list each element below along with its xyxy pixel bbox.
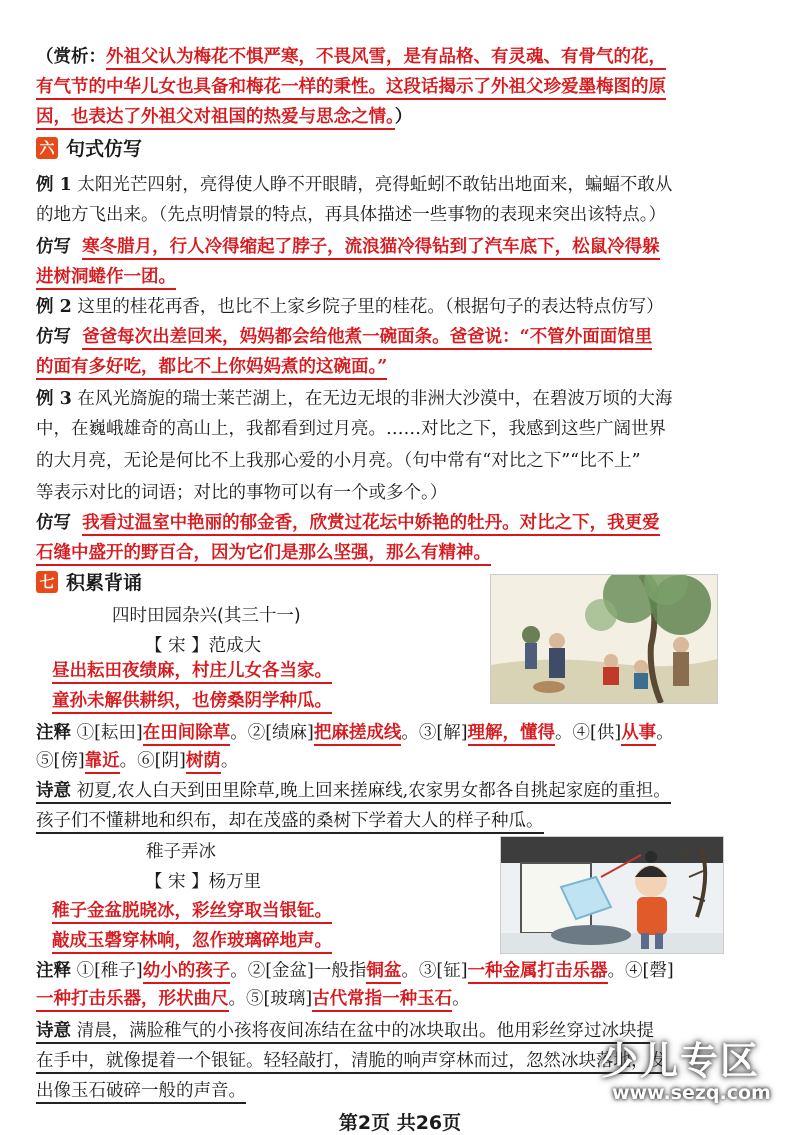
imitation-3-line-1	[36, 508, 660, 540]
section-7-badge: 七	[36, 571, 58, 593]
appreciation-line-2	[36, 72, 666, 104]
note-3-term: 。③[解]	[401, 723, 468, 743]
poem-2-meaning-line-2	[36, 1046, 666, 1078]
example-3-line-2	[36, 414, 666, 446]
poem-1-author: 【 宋 】范成大	[145, 636, 262, 656]
example-2-text-1: 这里的桂花再香，也比不上家乡院子里的桂花。（根据句子的表达特点仿写）	[71, 297, 664, 317]
watermark-url: www.sezq.com	[612, 1082, 771, 1104]
section-7-title: 积累背诵	[66, 572, 143, 594]
imitation-2-text-1: 爸爸每次出差回来，妈妈都会给他煮一碗面条。爸爸说：“不管外面面馆里	[82, 327, 652, 350]
appreciation-line-1	[36, 42, 666, 74]
p2-note-3-answer: 一种金属打击乐器	[468, 961, 608, 984]
poem-1-meaning-label: 诗意	[36, 781, 71, 801]
p2-note-1-answer: 幼小的孩子	[143, 961, 231, 984]
imitation-1-text-1: 寒冬腊月，行人冷得缩起了脖子，流浪猫冷得钻到了汽车底下，松鼠冷得躲	[82, 237, 660, 260]
example-2-line-1	[36, 292, 664, 324]
note-1-answer: 在田间除草	[143, 723, 231, 746]
poem-2-title: 稚子弄冰	[146, 842, 216, 862]
p2-note-5-end: 。	[452, 989, 470, 1009]
page-number: 第2页 共26页	[338, 1112, 462, 1134]
section-6-heading	[36, 134, 142, 166]
example-1-line-2	[36, 200, 666, 232]
example-1-text-1: 太阳光芒四射，亮得使人睁不开眼睛，亮得蚯蚓不敢钻出地面来，蝙蝠不敢从	[71, 175, 673, 195]
appreciation-close: ）	[394, 107, 413, 127]
note-3-answer: 理解，懂得	[468, 723, 556, 746]
poem-1-verse-1: 昼出耘田夜绩麻，村庄儿女各当家。	[52, 661, 332, 684]
note-5-term: ⑤[傍]	[36, 751, 85, 771]
poem-1-verse-2: 童孙未解供耕织，也傍桑阴学种瓜。	[52, 691, 332, 714]
example-1-label: 例 1	[36, 175, 72, 195]
example-3-line-4	[36, 478, 447, 510]
p2-note-5-term: 。⑤[玻璃]	[228, 989, 313, 1009]
imitation-3-text-2: 石缝中盛开的野百合，因为它们是那么坚强，那么有精神。	[36, 543, 491, 566]
farming-illustration	[490, 574, 718, 704]
example-3-text-4: 等表示对比的词语；对比的事物可以有一个或多个。）	[36, 483, 448, 503]
poem-1-line-2	[52, 686, 332, 718]
appreciation-text-1: 外祖父认为梅花不惧严寒，不畏风雪，是有品格、有灵魂、有骨气的花，	[106, 47, 666, 70]
note-6-answer: 树荫	[186, 751, 221, 774]
imitation-3-label: 仿写	[36, 513, 71, 533]
watermark-title: 少儿专区	[600, 1039, 761, 1083]
poem-2-meaning-3: 出像玉石破碎一般的声音。	[36, 1081, 246, 1104]
poem-1-meaning-2: 孩子们不懂耕地和织布，却在茂盛的桑树下学着大人的样子种瓜。	[36, 811, 544, 834]
imitation-3-line-2	[36, 538, 491, 570]
p2-note-1-term: ①[稚子]	[71, 961, 143, 981]
note-5-answer: 靠近	[85, 751, 120, 774]
poem-2-notes-label: 注释	[36, 961, 71, 981]
poem-1-meaning-line-2	[36, 806, 544, 838]
example-1-line-1	[36, 170, 672, 202]
p2-note-2-answer: 铜盆	[366, 961, 401, 984]
note-2-term: 。②[绩麻]	[230, 723, 314, 743]
poem-2-line-2	[52, 926, 332, 958]
child-ice-illustration	[500, 836, 724, 954]
note-2-answer: 把麻搓成线	[314, 723, 402, 746]
example-3-line-1	[36, 384, 672, 416]
appreciation-line-3	[36, 102, 412, 134]
p2-note-2-term: 。②[金盆]一般指	[230, 961, 367, 981]
poem-2-line-1	[52, 896, 332, 928]
note-1-term: ①[耘田]	[71, 723, 143, 743]
example-3-line-3	[36, 446, 641, 478]
imitation-3-text-1: 我看过温室中艳丽的郁金香，欣赏过花坛中娇艳的牡丹。对比之下，我更爱	[82, 513, 660, 536]
poem-2-meaning-line-3	[36, 1076, 246, 1108]
poem-1-notes-line-2	[36, 746, 238, 778]
example-3-text-2: 中，在巍峨雄奇的高山上，我都看到过月亮。……对比之下，我感到这些广阔世界	[36, 419, 666, 439]
p2-note-4-answer: 一种打击乐器，形状曲尺	[36, 989, 229, 1012]
note-4-end: 。	[656, 723, 674, 743]
section-7-heading	[36, 568, 142, 600]
poem-1-line-1	[52, 656, 332, 688]
note-4-answer: 从事	[621, 723, 656, 746]
example-1-text-2: 的地方飞出来。（先点明情景的特点，再具体描述一些事物的表现来突出该特点。）	[36, 205, 666, 225]
poem-2-meaning-2: 在手中，就像提着一个银钲。轻轻敲打，清脆的响声穿林而过，忽然冰块落地，发	[36, 1051, 666, 1074]
poem-2-verse-1: 稚子金盆脱晓冰，彩丝穿取当银钲。	[52, 901, 332, 924]
poem-2-meaning-label: 诗意	[36, 1021, 71, 1041]
poem-1-title: 四时田园杂兴(其三十一)	[112, 606, 301, 626]
poem-2-meaning-line-1	[36, 1016, 654, 1048]
poem-2-meaning-1: 清晨，满脸稚气的小孩将夜间冻结在盆中的冰块取出。他用彩丝穿过冰块提	[71, 1021, 655, 1041]
note-4-term: 。④[供]	[555, 723, 622, 743]
imitation-2-text-2: 的面有多好吃，都比不上你妈妈煮的这碗面。”	[36, 357, 387, 380]
appreciation-text-3: 因，也表达了外祖父对祖国的热爱与思念之情。	[36, 107, 395, 130]
section-6-title: 句式仿写	[66, 138, 143, 160]
example-3-label: 例 3	[36, 389, 72, 409]
imitation-1-line-2	[36, 262, 176, 294]
imitation-2-line-1	[36, 322, 652, 354]
imitation-1-text-2: 进树洞蜷作一团。	[36, 267, 176, 290]
note-6-term: 。⑥[阴]	[119, 751, 186, 771]
poem-2-notes-line-2	[36, 984, 470, 1016]
poem-2-author: 【 宋 】杨万里	[145, 872, 262, 892]
example-3-text-1: 在风光旖旎的瑞士莱芒湖上，在无边无垠的非洲大沙漠中，在碧波万顷的大海	[71, 389, 673, 409]
appreciation-open: （赏析：	[36, 47, 106, 67]
note-6-end: 。	[220, 751, 239, 771]
p2-note-5-answer: 古代常指一种玉石	[312, 989, 452, 1012]
p2-note-3-term: 。③[钲]	[401, 961, 468, 981]
imitation-2-line-2	[36, 352, 387, 384]
poem-1-meaning-line-1	[36, 776, 671, 808]
imitation-2-label: 仿写	[36, 327, 71, 347]
p2-note-4-term: 。④[磬]	[607, 961, 674, 981]
imitation-1-label: 仿写	[36, 237, 71, 257]
example-2-label: 例 2	[36, 297, 72, 317]
poem-1-meaning-1: 初夏,农人白天到田里除草,晚上回来搓麻线,农家男女都各自挑起家庭的重担。	[71, 781, 671, 801]
section-6-badge: 六	[36, 137, 58, 159]
imitation-1-line-1	[36, 232, 660, 264]
example-3-text-3: 的大月亮，无论是何比不上我那心爱的小月亮。（句中常有“对比之下”“比不上”	[36, 451, 641, 471]
poem-2-verse-2: 敲成玉磬穿林响，忽作玻璃碎地声。	[52, 931, 332, 954]
appreciation-text-2: 有气节的中华儿女也具备和梅花一样的秉性。这段话揭示了外祖父珍爱墨梅图的原	[36, 77, 666, 100]
poem-1-notes-label: 注释	[36, 723, 71, 743]
